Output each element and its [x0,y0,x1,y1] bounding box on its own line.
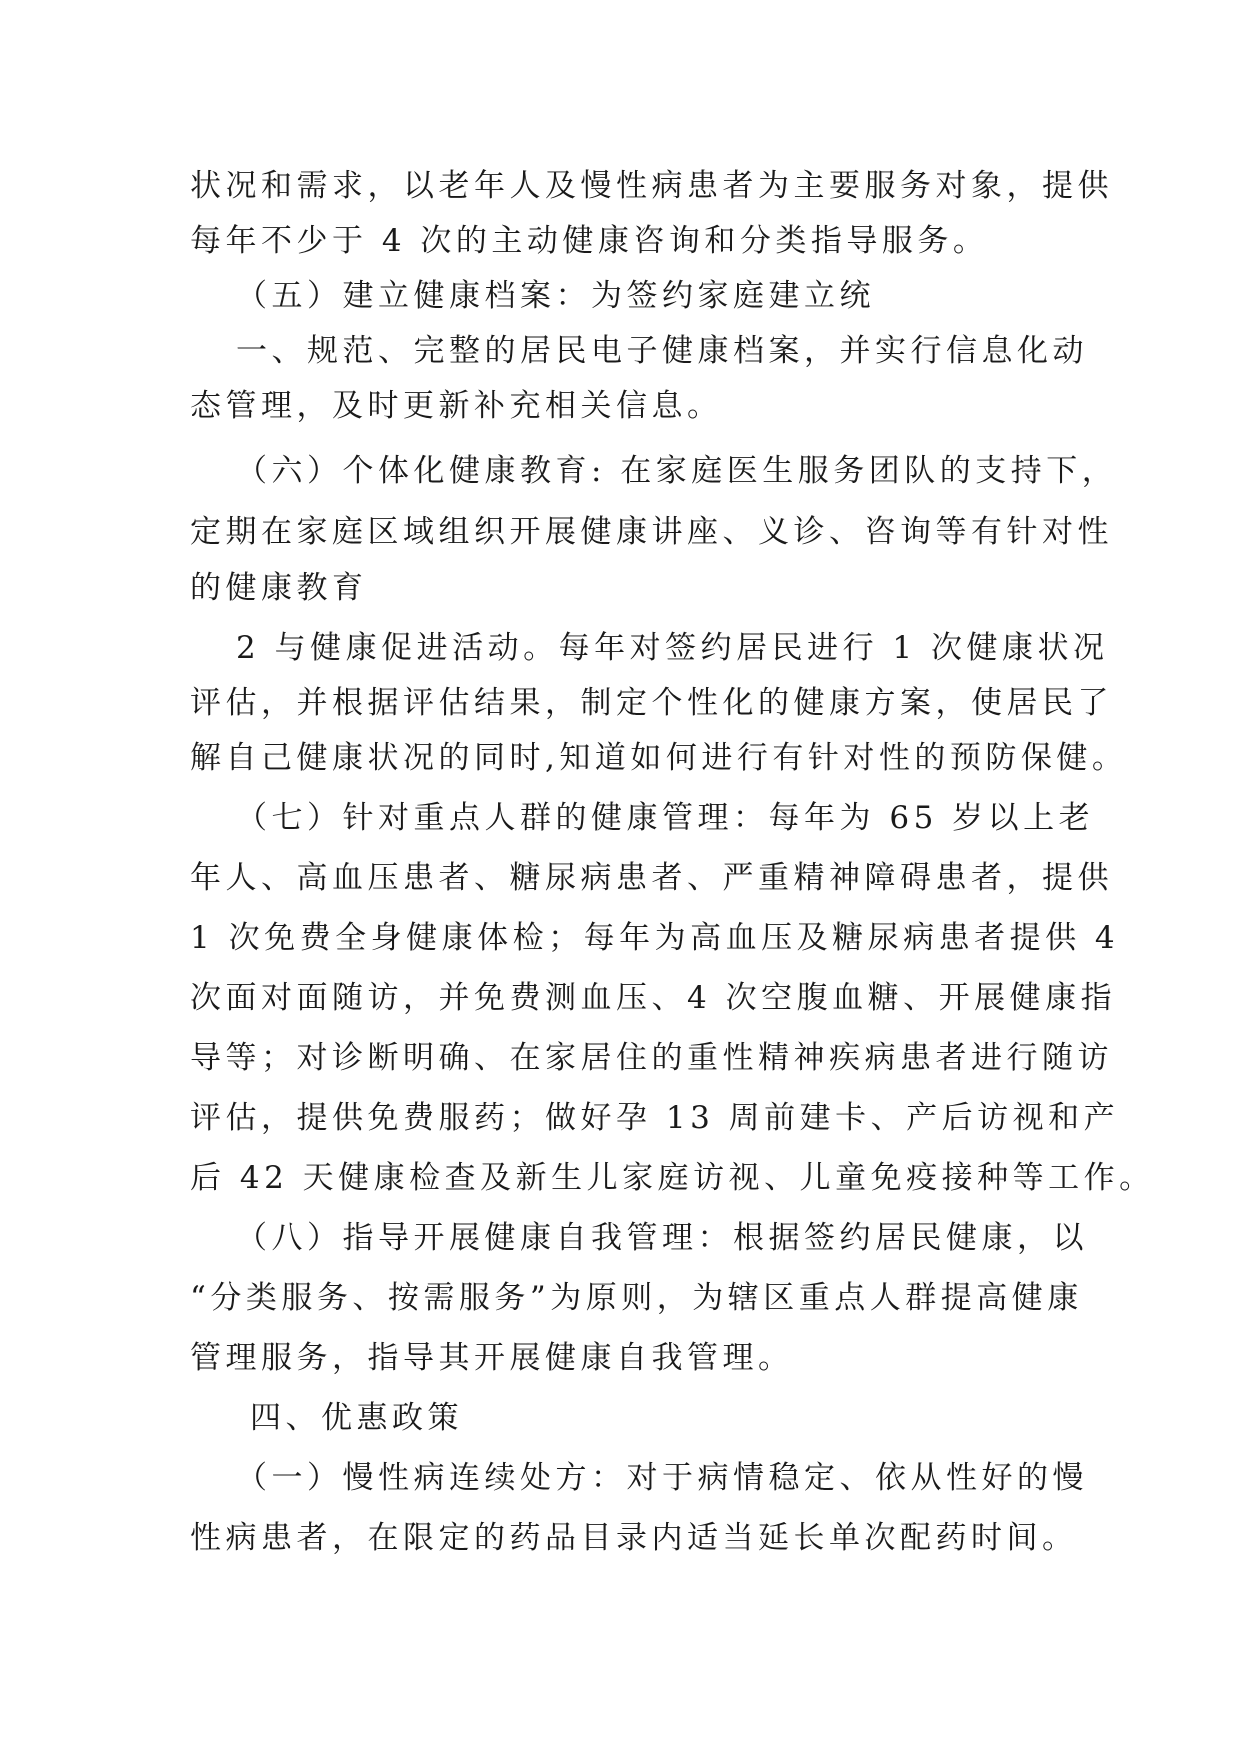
paragraph-line: 的健康教育 [190,570,368,606]
paragraph-line: “分类服务、按需服务”为原则，为辖区重点人群提高健康 [190,1280,1083,1316]
section-heading-line: （七）针对重点人群的健康管理：每年为 65 岁以上老 [236,800,1095,836]
paragraph-line: 后 42 天健康检查及新生儿家庭访视、儿童免疫接种等工作。 [190,1160,1155,1196]
chapter-heading-line: 四、优惠政策 [250,1400,463,1436]
paragraph-line: 态管理，及时更新补充相关信息。 [190,388,723,424]
paragraph-line: 每年不少于 4 次的主动健康咨询和分类指导服务。 [190,223,989,259]
section-heading-line: （六）个体化健康教育: 在家庭医生服务团队的支持下， [236,453,1118,489]
section-heading-line: （一）慢性病连续处方：对于病情稳定、依从性好的慢 [236,1460,1088,1496]
paragraph-line: 管理服务，指导其开展健康自我管理。 [190,1340,794,1376]
paragraph-line: 一、规范、完整的居民电子健康档案，并实行信息化动 [236,333,1088,369]
paragraph-line: 评估，提供免费服药；做好孕 13 周前建卡、产后访视和产 [190,1100,1120,1136]
section-heading-line: （八）指导开展健康自我管理：根据签约居民健康，以 [236,1220,1088,1256]
paragraph-line: 2 与健康促进活动。每年对签约居民进行 1 次健康状况 [236,630,1109,666]
paragraph-line: 状况和需求，以老年人及慢性病患者为主要服务对象，提供 [190,168,1113,204]
paragraph-line: 解自己健康状况的同时,知道如何进行有针对性的预防保健。 [190,740,1128,776]
paragraph-line: 年人、高血压患者、糖尿病患者、严重精神障碍患者，提供 [190,860,1113,896]
paragraph-line: 导等；对诊断明确、在家居住的重性精神疾病患者进行随访 [190,1040,1113,1076]
paragraph-line: 定期在家庭区域组织开展健康讲座、义诊、咨询等有针对性 [190,514,1113,550]
paragraph-line: 评估，并根据评估结果，制定个性化的健康方案，使居民了 [190,685,1113,721]
section-heading-line: （五）建立健康档案：为签约家庭建立统 [236,278,875,314]
paragraph-line: 次面对面随访，并免费测血压、4 次空腹血糖、开展健康指 [190,980,1117,1016]
paragraph-line: 1 次免费全身健康体检；每年为高血压及糖尿病患者提供 4 [190,920,1120,956]
paragraph-line: 性病患者，在限定的药品目录内适当延长单次配药时间。 [190,1520,1078,1556]
